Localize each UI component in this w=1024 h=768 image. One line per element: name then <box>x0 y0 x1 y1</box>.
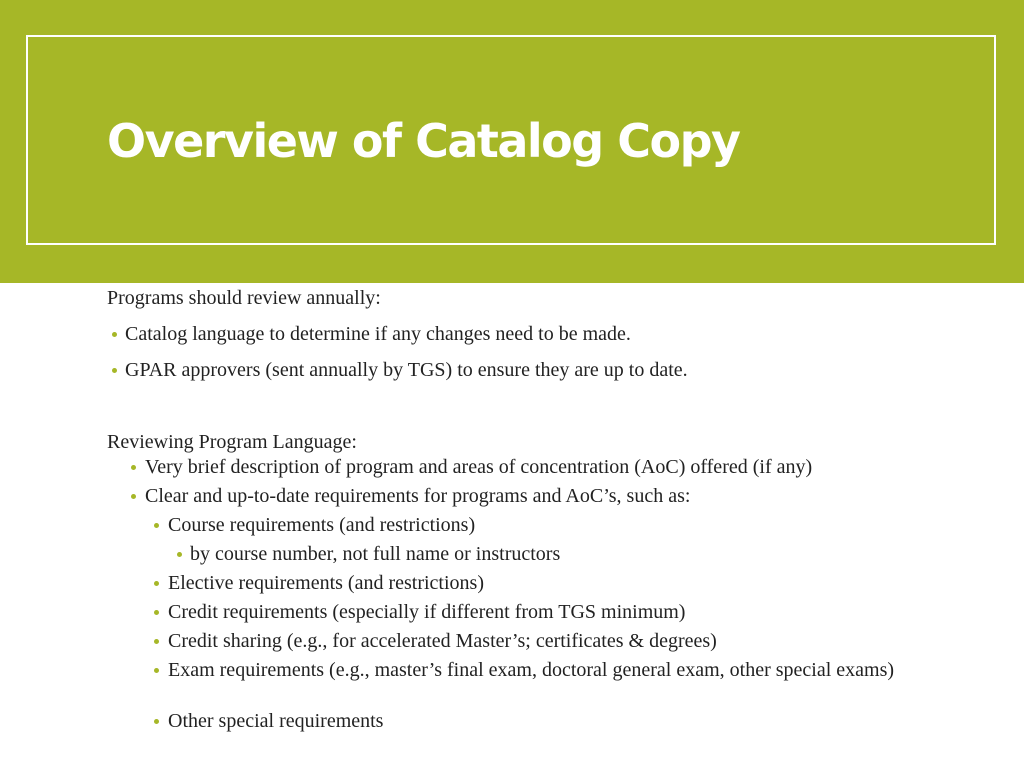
section2-item-2: Clear and up-to-date requirements for programs and AoC’s, such as: <box>145 485 691 507</box>
bullet-dot-icon <box>154 668 159 673</box>
section1-heading: Programs should review annually: <box>107 287 381 309</box>
bullet-dot-icon <box>154 719 159 724</box>
bullet-dot-icon <box>131 494 136 499</box>
bullet-dot-icon <box>131 465 136 470</box>
section2-item-8: Exam requirements (e.g., master’s final exam, doctoral general exam, other special exams) <box>168 659 895 681</box>
bullet-dot-icon <box>177 552 182 557</box>
slide-title: Overview of Catalog Copy <box>107 114 740 168</box>
bullet-dot-icon <box>154 523 159 528</box>
section2-heading: Reviewing Program Language: <box>107 431 357 453</box>
bullet-dot-icon <box>112 368 117 373</box>
bullet-dot-icon <box>112 332 117 337</box>
section2-item-4: by course number, not full name or instructors <box>190 543 561 565</box>
section2-item-3: Course requirements (and restrictions) <box>168 514 476 536</box>
section2-item-6: Credit requirements (especially if different from TGS minimum) <box>168 601 686 623</box>
bullet-dot-icon <box>154 610 159 615</box>
bullet-dot-icon <box>154 581 159 586</box>
section1-bullet-1: Catalog language to determine if any changes need to be made. <box>125 323 631 345</box>
section1-bullet-2: GPAR approvers (sent annually by TGS) to ensure they are up to date. <box>125 359 688 381</box>
section2-item-9: Other special requirements <box>168 710 384 732</box>
section2-item-5: Elective requirements (and restrictions) <box>168 572 484 594</box>
section2-item-7: Credit sharing (e.g., for accelerated Master’s; certificates & degrees) <box>168 630 717 652</box>
bullet-dot-icon <box>154 639 159 644</box>
section2-item-1: Very brief description of program and areas of concentration (AoC) offered (if any) <box>145 456 813 478</box>
